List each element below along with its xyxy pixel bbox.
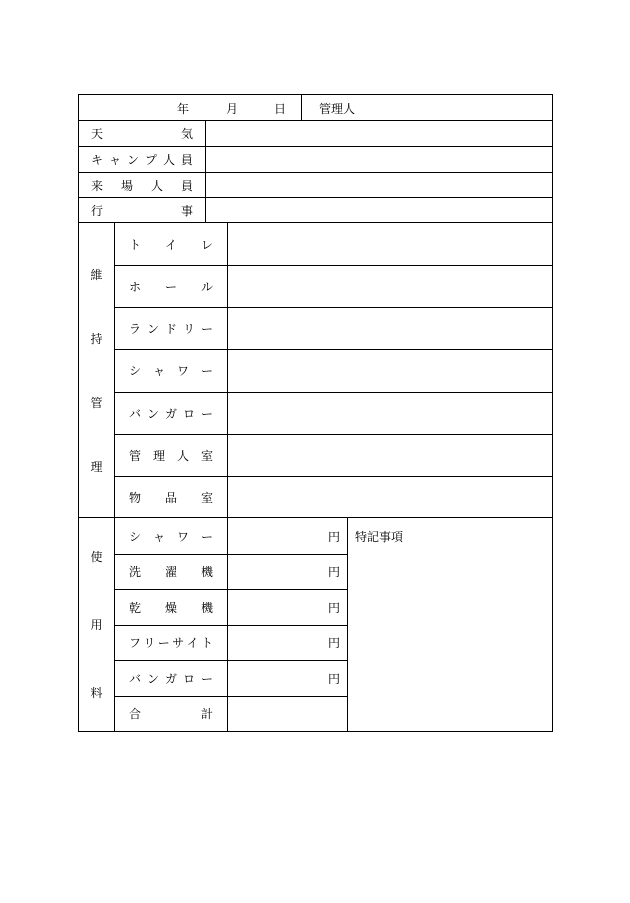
label-char: キ (91, 153, 104, 167)
label-char: ャ (152, 364, 165, 378)
yen-unit: 円 (327, 671, 340, 686)
label-char: サ (172, 636, 185, 650)
fee-amount-field[interactable] (228, 625, 346, 660)
label-char: 人 (150, 179, 163, 193)
fee-amount-field[interactable] (228, 589, 346, 625)
row-divider (114, 696, 347, 697)
label-char: 品 (164, 490, 177, 505)
weather-field[interactable] (206, 121, 552, 146)
events-label (79, 198, 205, 223)
label-char: ロ (182, 671, 195, 686)
label-char: ホ (129, 279, 142, 294)
label-char: ン (146, 671, 159, 686)
maintenance-item-label (115, 307, 227, 349)
label-char: ー (157, 636, 170, 650)
label-char: ン (146, 406, 159, 421)
label-char: イ (186, 636, 199, 650)
camp-daily-report-form (78, 94, 553, 732)
visitors-label (79, 173, 205, 198)
row-divider (114, 660, 347, 661)
camp-members-field[interactable] (206, 147, 552, 172)
label-char: シ (129, 529, 142, 544)
label-char: ー (164, 279, 177, 294)
label-char: 計 (200, 707, 213, 721)
label-char: ー (200, 406, 213, 421)
row-divider (114, 625, 347, 626)
label-char: ン (126, 153, 139, 167)
label-char: ー (200, 529, 213, 544)
side-label-char: 料 (90, 686, 103, 701)
camp-members-label (79, 147, 205, 172)
label-char: 機 (200, 600, 213, 615)
label-char: 合 (129, 707, 142, 721)
label-char: ャ (152, 529, 165, 544)
maintenance-side-label (79, 223, 114, 518)
fee-item-label (115, 660, 227, 696)
side-label-char: 理 (90, 459, 103, 474)
row-divider (114, 392, 552, 393)
fee-item-label (115, 518, 227, 554)
maintenance-item-field[interactable] (228, 307, 552, 349)
header-row (79, 95, 552, 121)
maintenance-item-label (115, 392, 227, 434)
label-char: 来 (91, 179, 104, 193)
label-char: 員 (180, 153, 193, 167)
yen-unit: 円 (327, 636, 340, 650)
maintenance-item-field[interactable] (228, 349, 552, 392)
fee-amount-field[interactable] (228, 518, 346, 554)
label-char: 物 (129, 490, 142, 505)
year-label: 年 (177, 101, 190, 116)
label-char: ー (200, 364, 213, 378)
manager-label: 管理人 (319, 101, 356, 116)
manager-name-field[interactable] (358, 95, 552, 121)
label-char: 燥 (164, 600, 177, 615)
label-char: ラ (129, 321, 142, 336)
label-char: ャ (108, 153, 121, 167)
fee-item-label (115, 589, 227, 625)
label-char: リ (143, 636, 156, 650)
row-divider (114, 434, 552, 435)
header-divider (301, 95, 302, 121)
label-char: フ (129, 636, 142, 650)
maintenance-item-field[interactable] (228, 476, 552, 518)
label-char: 員 (180, 179, 193, 193)
label-char: ガ (164, 671, 177, 686)
label-char: ー (200, 671, 213, 686)
label-char: ン (146, 321, 159, 336)
label-char: 室 (200, 448, 213, 463)
label-char: 理 (152, 448, 165, 463)
label-char: 行 (91, 204, 104, 218)
label-char: ロ (182, 406, 195, 421)
label-char: ガ (164, 406, 177, 421)
fee-amount-field[interactable] (228, 660, 346, 696)
maintenance-item-label (115, 265, 227, 307)
row-divider (114, 307, 552, 308)
maintenance-item-field[interactable] (228, 392, 552, 434)
label-char: ド (164, 321, 177, 336)
notes-field[interactable] (349, 548, 552, 731)
info-section (79, 121, 552, 223)
day-label: 日 (274, 101, 287, 116)
label-char: 管 (129, 448, 142, 463)
maintenance-item-label (115, 349, 227, 392)
label-char: 場 (120, 179, 133, 193)
yen-unit: 円 (327, 529, 340, 544)
fees-section (79, 518, 552, 731)
maintenance-section (79, 223, 552, 518)
visitors-field[interactable] (206, 173, 552, 198)
row-divider (114, 476, 552, 477)
label-char: リ (182, 321, 195, 336)
label-char: ワ (176, 529, 189, 544)
label-char: バ (129, 671, 142, 686)
label-char: ー (200, 321, 213, 336)
notes-label: 特記事項 (355, 529, 404, 544)
maintenance-item-label (115, 223, 227, 265)
side-label-char: 管 (90, 395, 103, 410)
fee-item-label (115, 625, 227, 660)
maintenance-item-label (115, 476, 227, 518)
label-char: 機 (200, 565, 213, 579)
fee-item-label (115, 554, 227, 589)
fee-amount-field[interactable] (228, 554, 346, 589)
maintenance-item-label (115, 434, 227, 476)
maintenance-item-field[interactable] (228, 265, 552, 307)
maintenance-item-field[interactable] (228, 434, 552, 476)
month-label: 月 (226, 101, 239, 116)
label-char: ト (200, 636, 213, 650)
weather-label (79, 121, 205, 146)
label-char: 洗 (129, 565, 142, 579)
label-char: 乾 (129, 600, 142, 615)
events-field[interactable] (206, 198, 552, 223)
yen-unit: 円 (327, 600, 340, 615)
label-char: 事 (180, 204, 193, 218)
label-char: イ (164, 237, 177, 252)
label-char: 濯 (164, 565, 177, 579)
side-label-char: 使 (90, 549, 103, 564)
maintenance-item-field[interactable] (228, 223, 552, 265)
label-char: 人 (176, 448, 189, 463)
yen-unit: 円 (327, 565, 340, 579)
fee-amount-field[interactable] (228, 696, 346, 731)
label-char: 気 (180, 127, 193, 141)
row-divider (114, 265, 552, 266)
label-char: プ (144, 153, 157, 167)
label-char: レ (200, 237, 213, 252)
row-divider (114, 349, 552, 350)
row-divider (114, 554, 347, 555)
label-char: ワ (176, 364, 189, 378)
label-char: 室 (200, 490, 213, 505)
side-label-char: 持 (90, 332, 103, 347)
side-label-char: 維 (90, 268, 103, 283)
label-char: バ (129, 406, 142, 421)
row-divider (114, 589, 347, 590)
label-char: ル (200, 279, 213, 294)
fee-item-label (115, 696, 227, 731)
fees-side-label (79, 518, 114, 731)
label-char: 天 (91, 127, 104, 141)
label-char: 人 (162, 153, 175, 167)
divider (347, 518, 348, 731)
label-char: シ (129, 364, 142, 378)
label-char: ト (129, 237, 142, 252)
side-label-char: 用 (90, 617, 103, 632)
